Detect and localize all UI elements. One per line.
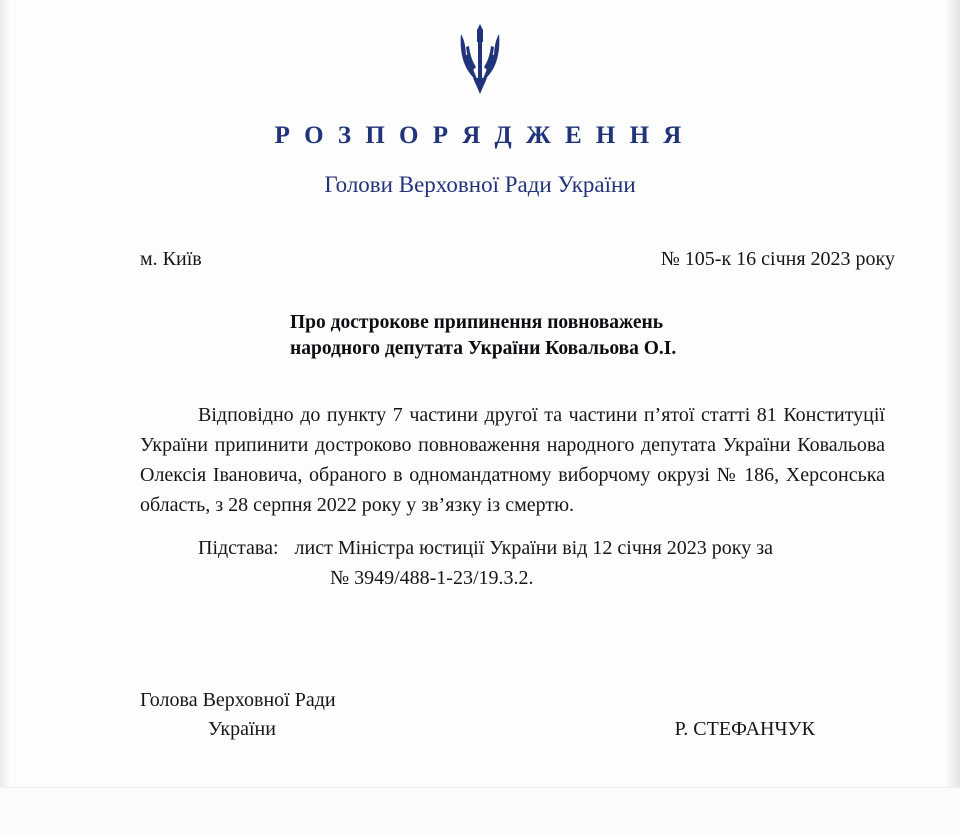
ukraine-trident-emblem-icon [452,22,508,98]
document-meta-row [140,248,895,271]
document-body: Відповідно до пункту 7 частини другої та частини п’ятої статті 81 Конституції України припинити достроково повноваження народного депутата України Ковальова Олексія Івановича, обраного в одномандатному виборчому окрузі № 186, Херсонська область, з 28 серпня 2022 року у зв’язку із смертю. [140,404,885,516]
signature-role-line-2: України [208,718,276,740]
document-basis-row [140,533,885,563]
signature-block [140,686,885,744]
document-basis-value-line-1: лист Міністра юстиції України від 12 січня 2023 року за [294,537,773,559]
document-number-and-date: № 105-к 16 січня 2023 року [660,248,895,270]
document-title: Р О З П О Р Я Д Ж Е Н Н Я [274,122,686,149]
document-city: м. Київ [140,248,202,270]
document-subject-line-1: Про дострокове припинення повноважень [290,312,664,333]
document-basis-label: Підстава: [198,537,279,559]
signature-role-line-1: Голова Верховної Ради [140,689,336,711]
emblem-container [0,22,960,103]
signature-name: Р. СТЕФАНЧУК [674,718,815,740]
document-basis-value-line-2: № 3949/488-1-23/19.3.2. [330,567,534,589]
signature-row [140,715,885,744]
document-subject-line-2: народного депутата України Ковальова О.І. [290,338,677,359]
page-bottom-margin [0,787,960,836]
document-subject [290,310,810,362]
document-subtitle: Голови Верховної Ради України [324,172,636,197]
document-basis [140,533,885,593]
